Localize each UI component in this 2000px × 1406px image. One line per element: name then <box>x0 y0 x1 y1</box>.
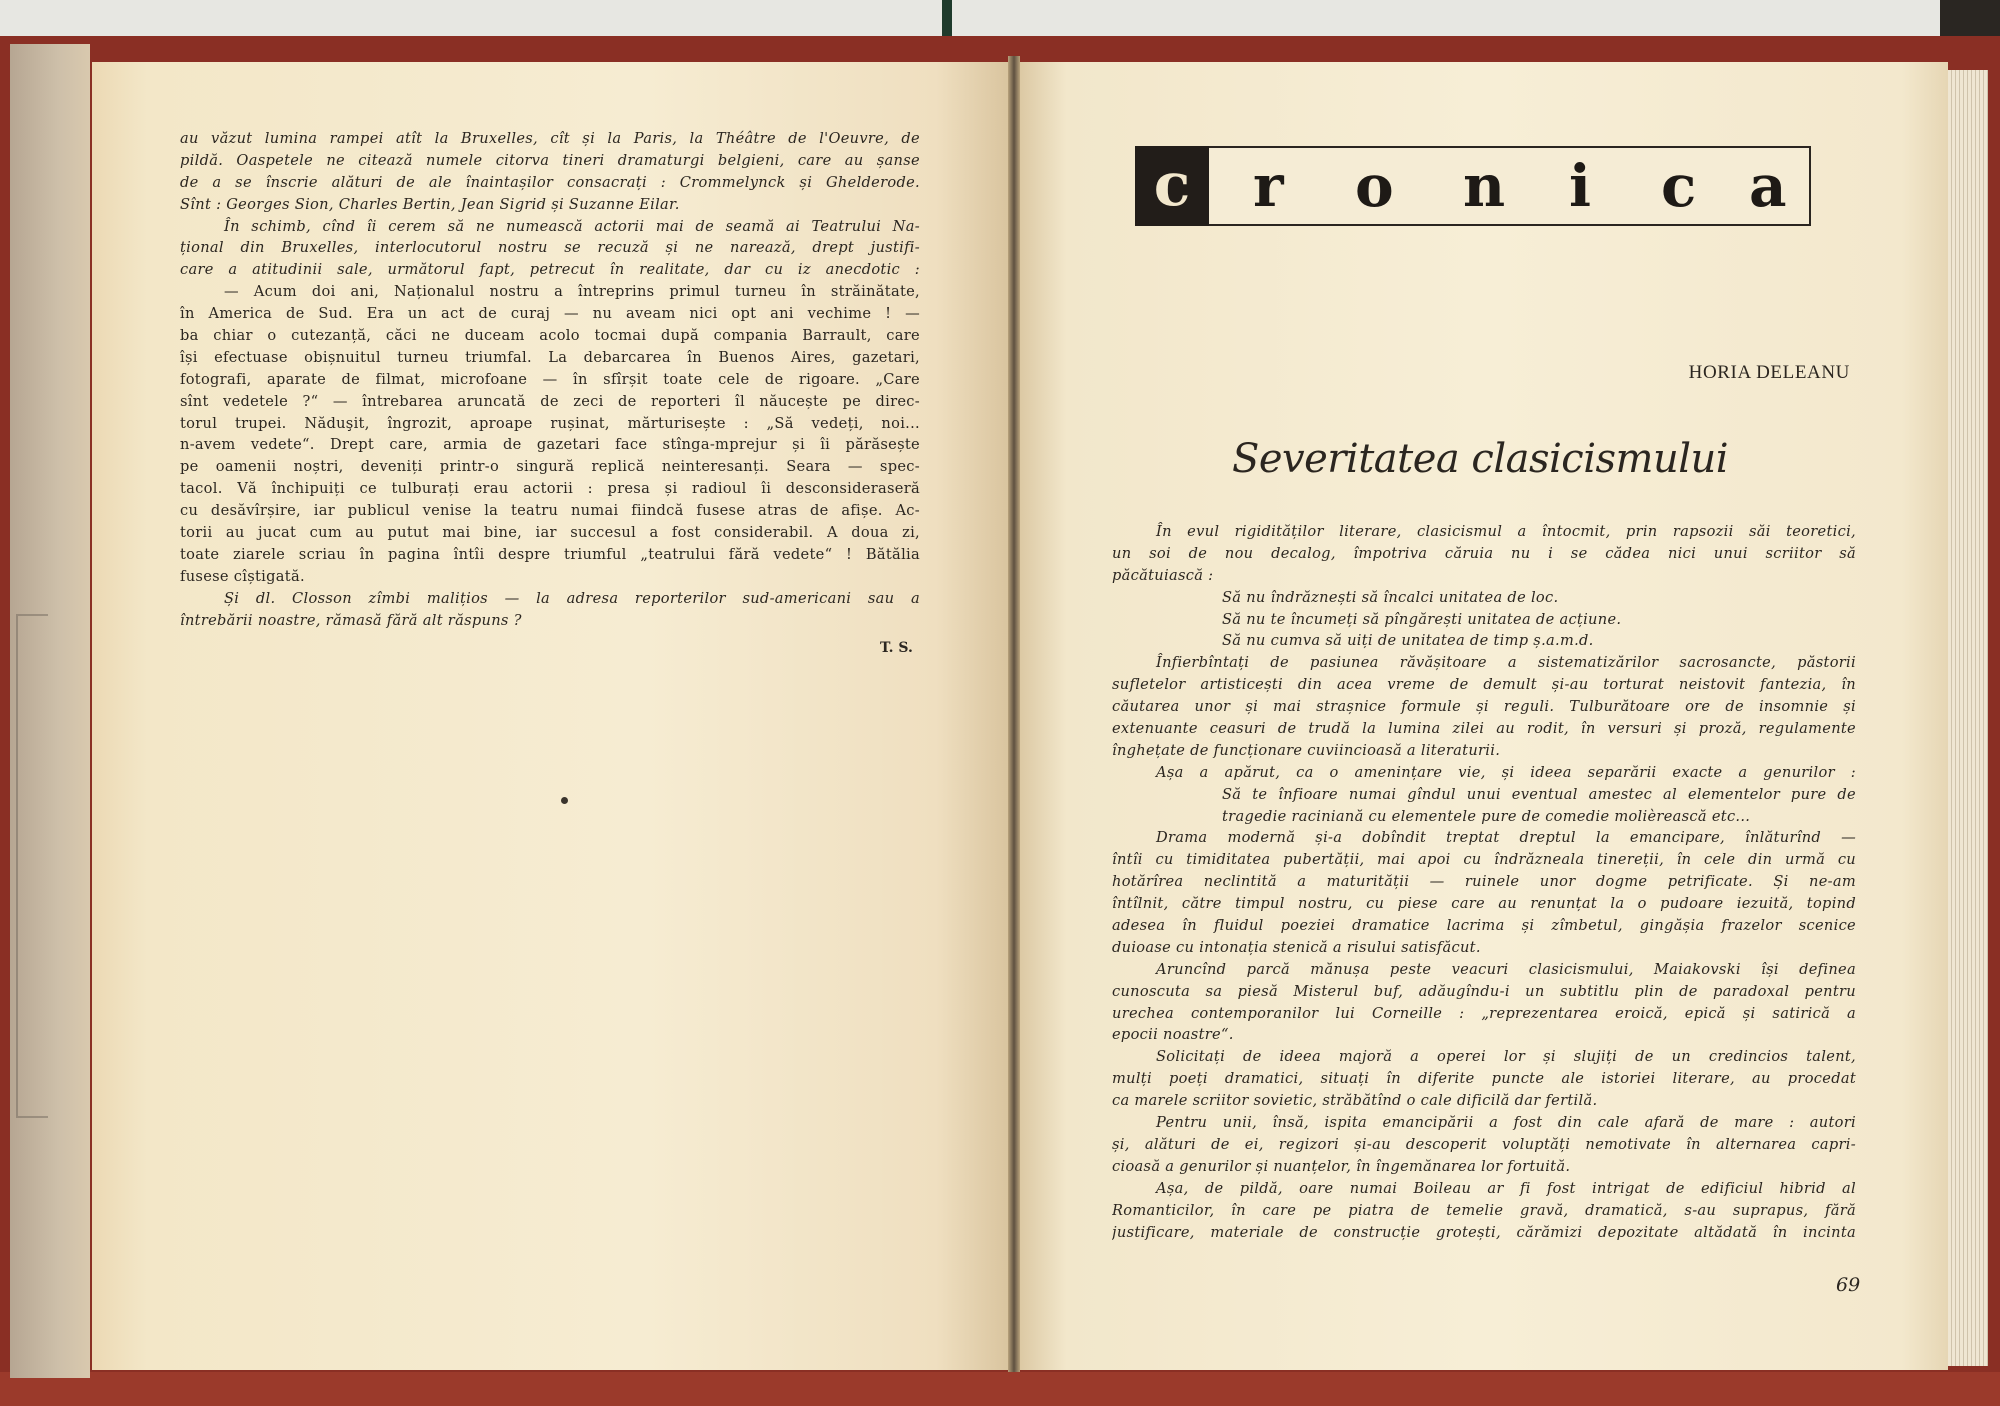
corner-shadow <box>1940 0 2000 40</box>
text-line: Aruncînd parcă mănușa peste veacuri clasicismului, Maiakovski își definea <box>1156 960 1856 978</box>
text-line: Pentru unii, însă, ispita emancipării a fost din cale afară de mare : autori <box>1156 1114 1856 1132</box>
section-heading-letter: n <box>1463 152 1506 220</box>
text-line: un soi de nou decalog, împotriva căruia nu i se cădea nici unui scriitor să <box>1112 544 1856 562</box>
text-line: — Acum doi ani, Naționalul nostru a întreprins primul turneu în străinătate, <box>224 283 920 301</box>
section-heading-letter: c <box>1661 152 1697 220</box>
text-line: pe oamenii noștri, deveniți printr-o singură replică neinteresanți. Seara — spec- <box>180 458 920 476</box>
text-line: cunoscuta sa piesă Misterul buf, adăugîndu-i un subtitlu plin de paradoxal pentru <box>1112 982 1856 1000</box>
text-line: Să te înfioare numai gîndul unui eventual amestec al elementelor pure de <box>1222 785 1856 803</box>
text-line: n-avem vedete“. Drept care, armia de gazetari face stînga-mprejur și îi părăsește <box>180 436 920 454</box>
section-heading-cronica <box>1135 146 1811 226</box>
text-line: și, alături de ei, regizori și-au descoperit voluptăți nemotivate în alternarea capri- <box>1112 1135 1856 1153</box>
text-line: mulți poeți dramatici, situați în diferite puncte ale istoriei literare, au procedat <box>1112 1070 1856 1088</box>
text-line: Drama modernă și-a dobîndit treptat dreptul la emancipare, înlăturînd — <box>1156 829 1856 847</box>
section-heading-letter: a <box>1749 152 1787 220</box>
section-heading-letter: i <box>1569 152 1592 220</box>
show-through-frame <box>16 614 48 1118</box>
text-line: care a atitudinii sale, următorul fapt, petrecut în realitate, dar cu iz anecdotic : <box>180 261 920 279</box>
text-line: Să nu îndrăznești să încalci unitatea de loc. <box>1222 588 1559 606</box>
text-line: înghețate de funcționare cuviincioasă a literaturii. <box>1112 741 1501 759</box>
text-line: extenuante ceasuri de trudă la lumina zilei au rodit, în versuri și proză, regulamente <box>1112 720 1856 738</box>
text-line: Romanticilor, în care pe piatra de temelie gravă, dramatică, s-au suprapus, fără <box>1112 1201 1856 1219</box>
text-line: în America de Sud. Era un act de curaj — nu aveam nici opt ani vechime ! — <box>180 305 920 323</box>
text-line: fotografi, aparate de filmat, microfoane — în sfîrșit toate cele de rigoare. „Care <box>180 370 920 388</box>
book-cover-bottom-edge <box>0 1372 2000 1406</box>
text-line: își efectuase obișnuitul turneu triumfal. La debarcarea în Buenos Aires, gazetari, <box>180 348 920 366</box>
text-line: adesea în fluidul poeziei dramatice lacrima și zîmbetul, gingășia frazelor scenice <box>1112 917 1856 935</box>
text-line: ca marele scriitor sovietic, străbătînd o cale dificilă dar fertilă. <box>1112 1092 1598 1110</box>
left-page-text <box>180 128 920 631</box>
top-background-strip <box>0 0 2000 40</box>
text-line: În evul rigidităților literare, clasicismul a întocmit, prin rapsozii săi teoretici, <box>1156 523 1856 540</box>
text-line: întîi cu timiditatea pubertății, mai apoi cu îndrăzneala tinereții, în cele din urmă cu <box>1112 851 1856 869</box>
text-line: întrebării noastre, rămasă fără alt răspuns ? <box>180 611 522 629</box>
text-line: Sînt : Georges Sion, Charles Bertin, Jean Sigrid și Suzanne Eilar. <box>180 195 680 213</box>
spine-shadow <box>942 0 952 40</box>
text-line: Să nu te încumeți să pîngărești unitatea de acțiune. <box>1222 610 1622 628</box>
book-gutter <box>1008 56 1020 1372</box>
text-line: Și dl. Closson zîmbi malițios — la adresa reporterilor sud-americani sau a <box>224 589 920 607</box>
text-line: cu desăvîrșire, iar publicul venise la teatru numai fiindcă fusese atras de afișe. Ac- <box>180 502 920 520</box>
text-line: torii au jucat cum au putut mai bine, iar succesul a fost considerabil. A doua zi, <box>180 524 920 542</box>
text-line: tacol. Vă închipuiți ce tulburați erau actorii : presa și radioul îi desconsideraseră <box>180 480 920 498</box>
section-heading-letter: o <box>1355 152 1394 220</box>
text-line: păcătuiască : <box>1112 566 1214 584</box>
text-line: torul trupei. Năduşit, îngrozit, aproape rușinat, mărturisește : „Să vedeți, noi... <box>180 414 920 432</box>
text-line: epocii noastre“. <box>1112 1026 1234 1044</box>
ink-speck <box>561 797 568 804</box>
text-line: ba chiar o cutezanță, căci ne duceam acolo tocmai după compania Barrault, care <box>180 327 920 345</box>
text-line: toate ziarele scriau în pagina întîi despre triumful „teatrului fără vedete“ ! Bătălia <box>180 545 920 563</box>
article-author: HORIA DELEANU <box>1688 362 1850 383</box>
text-line: întîlnit, către timpul nostru, cu piese care au renunțat la o pudoare iezuită, topind <box>1112 895 1856 913</box>
text-line: sînt vedetele ?“ — întrebarea aruncată de zeci de reporteri îl năucește pe direc- <box>180 392 920 410</box>
text-line: urechea contemporanilor lui Corneille : „reprezentarea eroică, epică și satirică a <box>1112 1004 1856 1022</box>
left-board-edge <box>10 44 90 1378</box>
author-initials: T. S. <box>880 640 913 656</box>
text-line: duioase cu intonația stenică a risului satisfăcut. <box>1112 938 1481 956</box>
text-line: justificare, materiale de construcție grotești, cărămizi depozitate altădată în incinta <box>1112 1223 1856 1241</box>
page-block-edges <box>1948 70 1988 1366</box>
text-line: sufletelor artisticești din acea vreme de demult și-au torturat neistovit fantezia, în <box>1112 676 1856 694</box>
text-line: de a se înscrie alături de ale înaintașilor consacrați : Crommelynck și Ghelderode. <box>180 173 920 191</box>
text-line: În schimb, cînd îi cerem să ne numească actorii mai de seamă ai Teatrului Na- <box>224 217 920 235</box>
text-line: țional din Bruxelles, interlocutorul nostru se recuză și ne narează, drept justifi- <box>180 239 920 257</box>
text-line: Așa a apărut, ca o amenințare vie, și ideea separării exacte a genurilor : <box>1156 763 1856 781</box>
text-line: Să nu cumva să uiți de unitatea de timp ș.a.m.d. <box>1222 632 1594 650</box>
text-line: Așa, de pildă, oare numai Boileau ar fi fost intrigat de edificiul hibrid al <box>1156 1179 1856 1197</box>
text-line: cioasă a genurilor și nuanțelor, în îngemănarea lor fortuită. <box>1112 1157 1571 1175</box>
right-page-text <box>1112 521 1856 1243</box>
text-line: Înfierbîntați de pasiunea răvășitoare a sistematizărilor sacrosancte, păstorii <box>1156 654 1856 672</box>
text-line: Solicitați de ideea majoră a operei lor și slujiți de un credincios talent, <box>1156 1048 1856 1066</box>
article-title: Severitatea clasicismului <box>1231 436 1729 482</box>
section-heading-letter: r <box>1253 152 1284 220</box>
section-heading-initial: c <box>1135 146 1209 226</box>
page-number: 69 <box>1836 1274 1861 1296</box>
text-line: fusese cîștigată. <box>180 567 305 585</box>
text-line: pildă. Oaspetele ne citează numele citorva tineri dramaturgi belgieni, care au șanse <box>180 151 920 169</box>
text-line: tragedie raciniană cu elementele pure de comedie molièrească etc... <box>1222 807 1751 825</box>
text-line: căutarea unor și mai strașnice formule și reguli. Tulburătoare ore de insomnie și <box>1112 698 1856 716</box>
text-line: au văzut lumina rampei atît la Bruxelles, cît și la Paris, la Théâtre de l'Oeuvre, de <box>180 130 920 147</box>
text-line: hotărîrea neclintită a maturității — ruinele unor dogme petrificate. Și ne-am <box>1112 873 1856 891</box>
